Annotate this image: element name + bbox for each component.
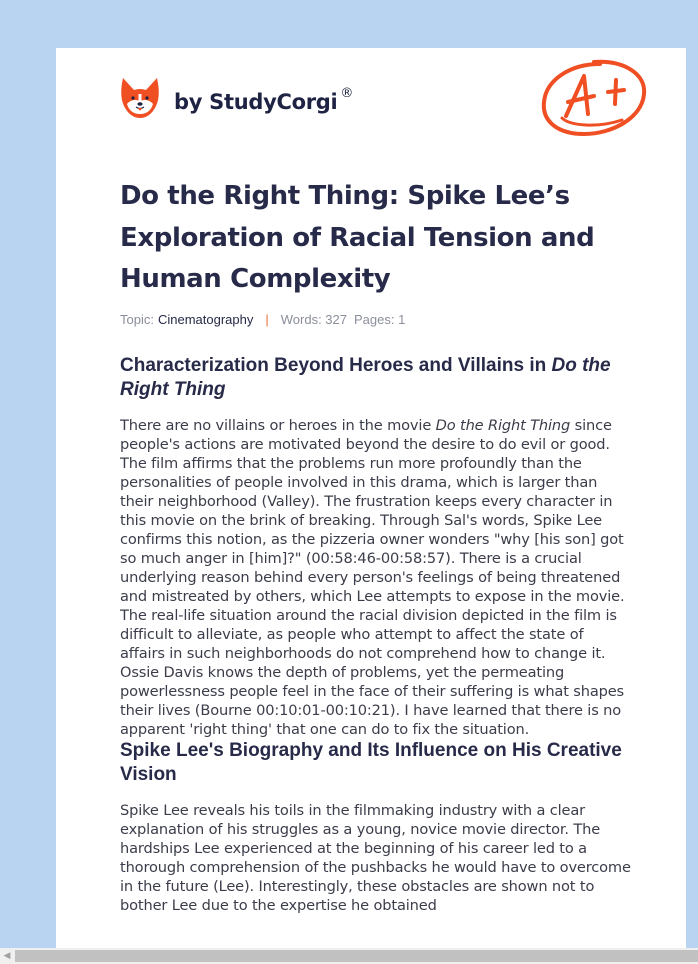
topic-link[interactable]: Cinematography [157, 312, 254, 327]
scrollbar-thumb[interactable] [15, 950, 698, 962]
section-heading-text: Characterization Beyond Heroes and Villains in [120, 355, 552, 376]
section-heading-italic: Do the Right Thing [120, 355, 611, 400]
article-body [120, 354, 632, 915]
section-heading [120, 354, 632, 402]
article-title: Do the Right Thing: Spike Lee’s Exploration of Racial Tension and Human Complexity [120, 181, 595, 294]
meta-separator: | [265, 312, 269, 327]
brand-text: by StudyCorgi [174, 90, 338, 114]
a-plus-grade-icon [538, 58, 650, 140]
registered-mark: ® [340, 86, 354, 101]
section-heading: Spike Lee's Biography and Its Influence on His Creative Vision [120, 740, 622, 785]
corgi-logo-icon[interactable] [120, 76, 160, 120]
site-header [120, 76, 353, 120]
paragraph-text: There are no villains or heroes in the movie [120, 417, 436, 434]
horizontal-scrollbar[interactable] [0, 948, 698, 964]
paragraph-italic: Do the Right Thing [435, 417, 571, 434]
brand-name[interactable] [174, 86, 354, 114]
section-paragraph [120, 416, 632, 739]
section-paragraph: Spike Lee reveals his toils in the filmmaking industry with a clear explanation of his struggles as a young, novice movie director. The hardships Lee experienced at the beginning of his career led to a thorough comprehension of the pushbacks he would have to overcome in the future (Lee). Interestingly, these obstacles are shown not to bother Lee due to the expertise he obtained [120, 802, 631, 914]
topic-label: Topic: [120, 312, 154, 327]
page-count: Pages: 1 [354, 312, 406, 327]
document-page [56, 48, 686, 958]
scroll-left-arrow-icon[interactable]: ◀ [3, 951, 11, 961]
paragraph-text: since people's actions are motivated beyond the desire to do evil or good. The film affirms that the problems run more profoundly than the personalities of people involved in this drama, which is larger than their neighborhood (Valley). The frustration keeps every character in this movie on the brink of breaking. Through Sal's words, Spike Lee confirms this notion, as the pizzeria owner wonders "why [his son] got so much anger in [him]?" (00:58:46-00:58:57). There is a crucial underlying reason behind every person's feelings of being threatened and mistreated by others, which Lee attempts to expose in the movie. The real-life situation around the racial division depicted in the film is difficult to alleviate, as people who attempt to affect the state of affairs in such neighborhoods do not comprehend how to change it. Ossie Davis knows the depth of problems, yet the permeating powerlessness people feel in the face of their suffering is what shapes their lives (Bourne 00:10:01-00:10:21). I have learned that there is no apparent 'right thing' that one can do to fix the situation. [120, 417, 625, 738]
article-meta [120, 312, 405, 327]
word-count: Words: 327 [280, 312, 347, 327]
